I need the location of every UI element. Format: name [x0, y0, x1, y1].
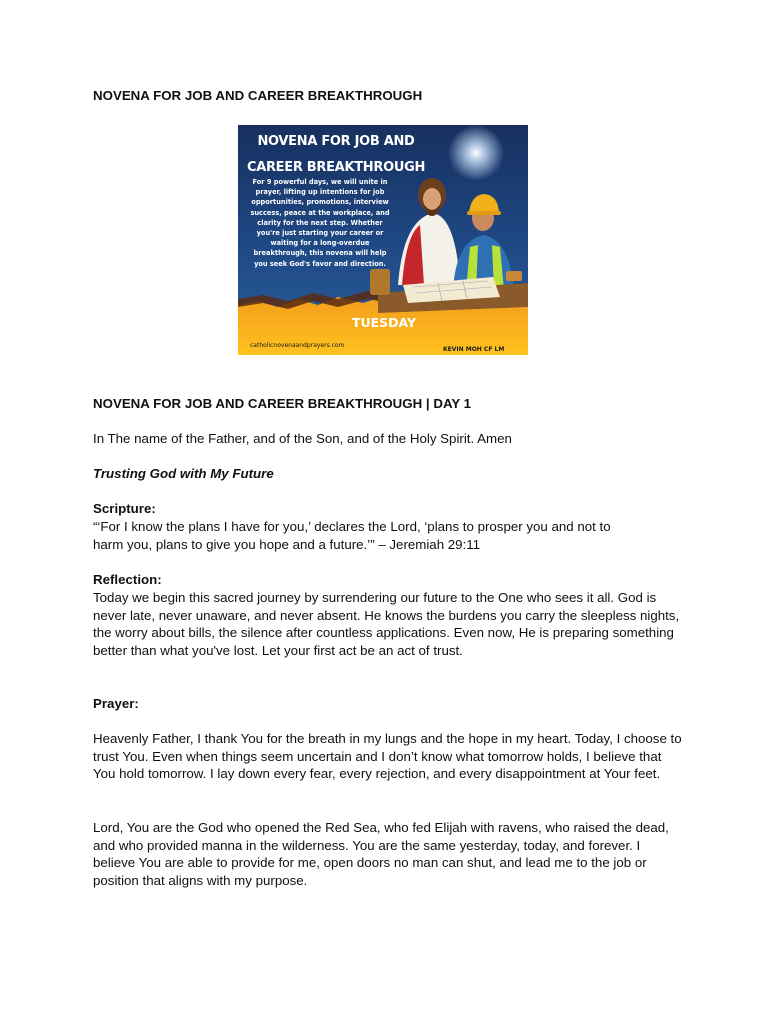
scripture-line-2: harm you, plans to give you hope and a future.’” – Jeremiah 29:11 — [93, 537, 481, 552]
jesus-figure — [398, 178, 460, 285]
tool-box — [370, 269, 390, 295]
scripture-label: Scripture: — [93, 501, 156, 516]
reflection-text: Today we begin this sacred journey by surrendering our future to the One who sees it all. God is never late, never unaware, and never absent. He knows the burdens you carry the sleepless nights, the worry about bills, the silence after countless applications. Even now, He is preparing something better than what you've lost. Let your first act be an act of trust. — [93, 590, 680, 658]
theme-heading: Trusting God with My Future — [93, 466, 274, 481]
prayer-paragraph-2 — [93, 819, 683, 889]
poster-description: For 9 powerful days, we will unite in prayer, lifting up intentions for job opportunities, promotions, interview success, peace at the workplace, and clarity for the next step. Whether you're just starting your career or waiting for a long-overdue breakthrough, this novena will help you seek God's favor and direction. — [250, 178, 390, 268]
scripture-line-1: “‘For I know the plans I have for you,’ declares the Lord, ‘plans to prosper you and not to — [93, 519, 611, 534]
reflection-label: Reflection: — [93, 572, 162, 587]
invocation-text: In The name of the Father, and of the Son, and of the Holy Spirit. Amen — [93, 431, 512, 446]
poster-author: KEVIN MOH CF LM — [443, 346, 505, 353]
poster-website: catholicnovenaandprayers.com — [250, 342, 345, 349]
prayer-label: Prayer: — [93, 696, 139, 711]
tool — [506, 271, 522, 281]
novena-poster-image — [238, 125, 528, 355]
day-heading: NOVENA FOR JOB AND CAREER BREAKTHROUGH | DAY 1 — [93, 396, 472, 411]
poster-day-label: TUESDAY — [351, 315, 417, 330]
reflection-paragraph — [93, 589, 683, 659]
prayer-paragraph-1 — [93, 730, 683, 783]
worker-figure — [453, 194, 514, 290]
poster-title: NOVENA FOR JOB AND CAREER BREAKTHROUGH — [246, 134, 426, 175]
light-glow — [448, 125, 504, 181]
document-title: NOVENA FOR JOB AND CAREER BREAKTHROUGH — [93, 88, 423, 103]
prayer-text-2: Lord, You are the God who opened the Red Sea, who fed Elijah with ravens, who raised the dead, and who provided manna in the wilderness. You are the same yesterday, today, and forever. I believe You are able to provide for me, open doors no man can shut, and lead me to the job or position that aligns with my purpose. — [93, 820, 669, 888]
prayer-text-1: Heavenly Father, I thank You for the breath in my lungs and the hope in my heart. Today, I choose to trust You. Even when things seem uncertain and I don’t know what tomorrow holds, I believe that You hold tomorrow. I lay down every fear, every rejection, and every disappointment at Your feet. — [93, 731, 682, 782]
